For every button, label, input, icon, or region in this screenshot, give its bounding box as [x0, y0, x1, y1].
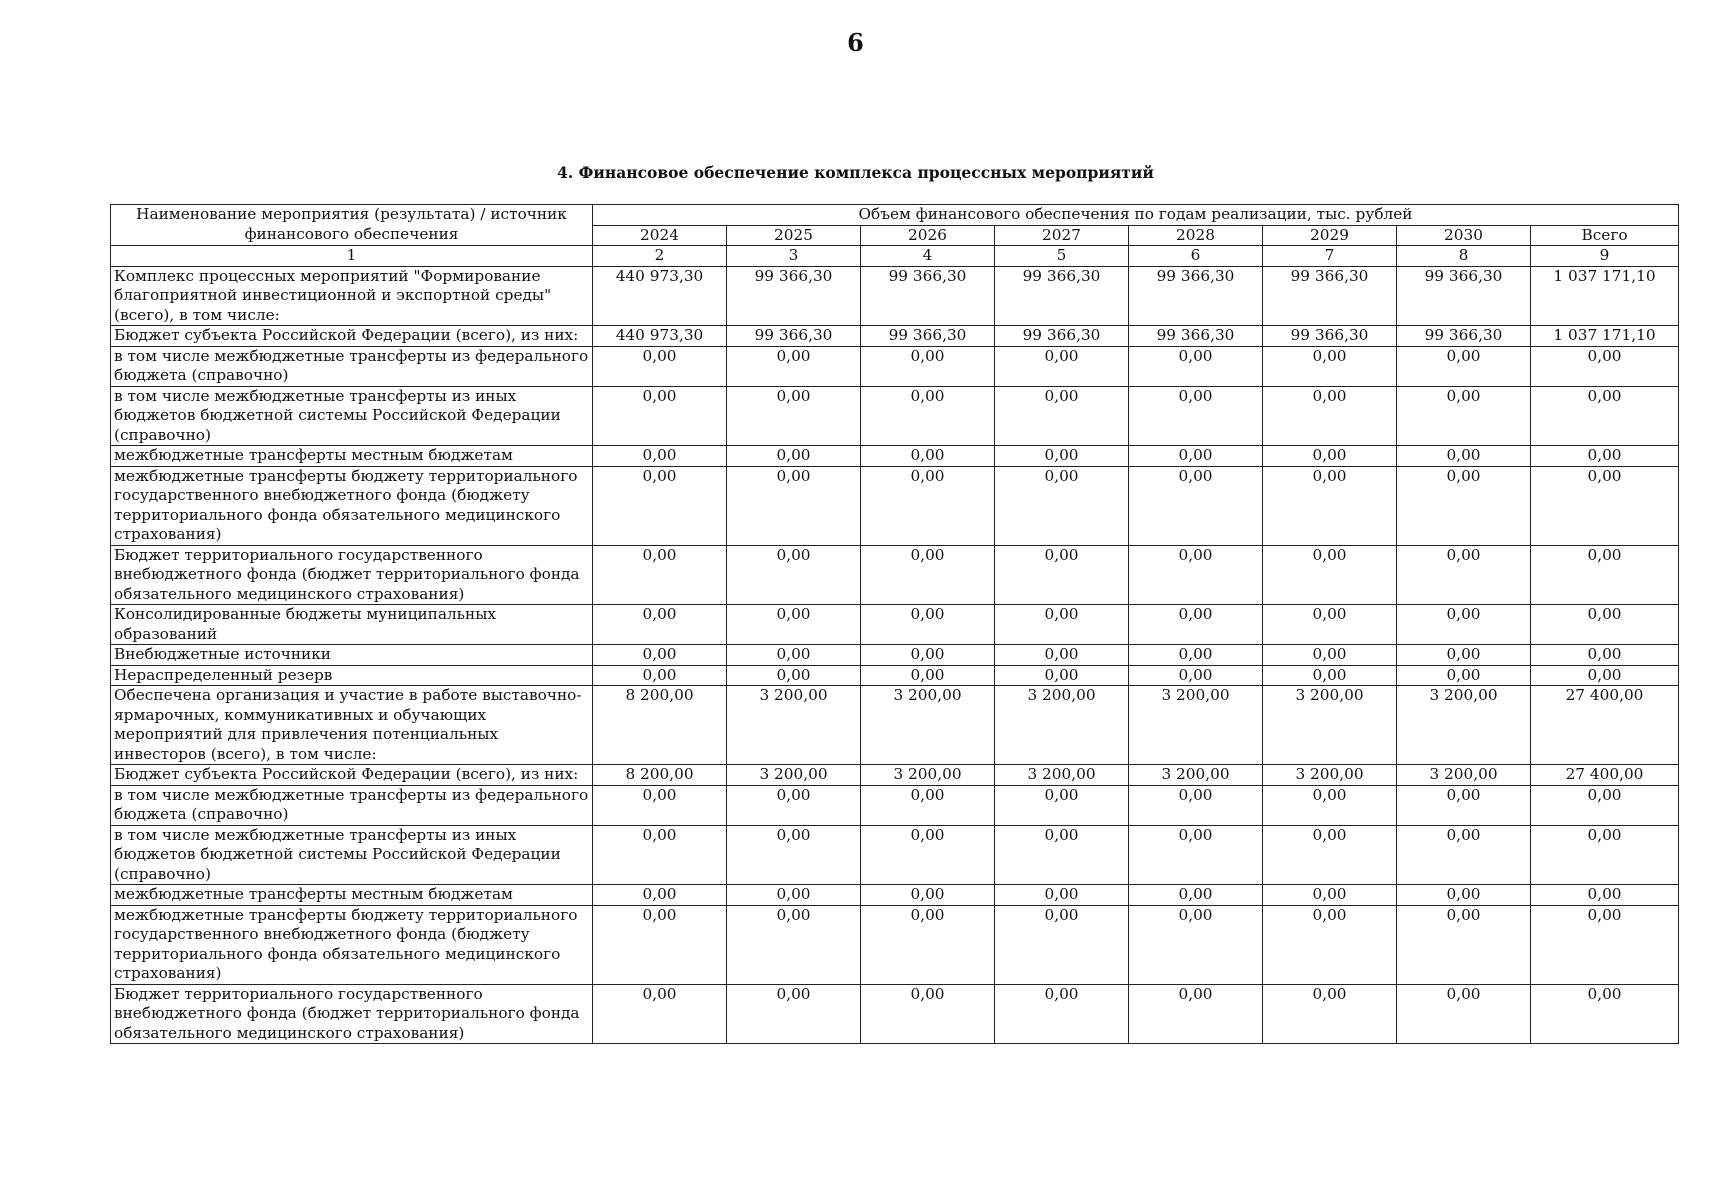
- row-value: 0,00: [1531, 466, 1679, 545]
- row-value: 0,00: [995, 645, 1129, 666]
- row-value: 0,00: [1397, 386, 1531, 446]
- table-row: [111, 446, 1679, 467]
- row-name: в том числе межбюджетные трансферты из иных бюджетов бюджетной системы Российской Федерации (справочно): [111, 386, 593, 446]
- header-column-number: 6: [1129, 246, 1263, 267]
- row-value: 0,00: [1263, 386, 1397, 446]
- row-value: 0,00: [1129, 545, 1263, 605]
- row-name: Бюджет территориального государственного внебюджетного фонда (бюджет территориального фонда обязательного медицинского страхования): [111, 984, 593, 1044]
- row-value: 99 366,30: [1263, 326, 1397, 347]
- row-value: 0,00: [1531, 645, 1679, 666]
- table-header: [111, 205, 1679, 267]
- row-value: 0,00: [995, 346, 1129, 386]
- row-value: 0,00: [1129, 605, 1263, 645]
- header-year: 2028: [1129, 225, 1263, 246]
- row-value: 0,00: [861, 386, 995, 446]
- header-row-column-numbers: [111, 246, 1679, 267]
- table-row: [111, 984, 1679, 1044]
- row-value: 0,00: [1397, 605, 1531, 645]
- header-year: 2025: [727, 225, 861, 246]
- row-value: 3 200,00: [1397, 686, 1531, 765]
- row-value: 0,00: [593, 645, 727, 666]
- row-value: 0,00: [1129, 645, 1263, 666]
- row-value: 0,00: [1263, 466, 1397, 545]
- row-name: в том числе межбюджетные трансферты из иных бюджетов бюджетной системы Российской Федерации (справочно): [111, 825, 593, 885]
- table-row: [111, 466, 1679, 545]
- row-value: 0,00: [1531, 386, 1679, 446]
- row-name: межбюджетные трансферты бюджету территориального государственного внебюджетного фонда (бюджету территориального фонда обязательного медицинского страхования): [111, 466, 593, 545]
- row-value: 0,00: [1397, 466, 1531, 545]
- row-value: 0,00: [593, 785, 727, 825]
- row-value: 0,00: [593, 665, 727, 686]
- table-row: [111, 545, 1679, 605]
- row-value: 0,00: [727, 386, 861, 446]
- row-value: 0,00: [861, 645, 995, 666]
- row-value: 0,00: [1531, 984, 1679, 1044]
- row-value: 0,00: [1263, 665, 1397, 686]
- row-value: 3 200,00: [995, 686, 1129, 765]
- row-value: 0,00: [1129, 785, 1263, 825]
- row-value: 0,00: [1129, 905, 1263, 984]
- row-value: 0,00: [1263, 446, 1397, 467]
- row-value: 0,00: [1263, 346, 1397, 386]
- row-value: 0,00: [1129, 665, 1263, 686]
- row-value: 0,00: [727, 785, 861, 825]
- row-value: 0,00: [1531, 905, 1679, 984]
- row-value: 0,00: [1531, 446, 1679, 467]
- row-value: 27 400,00: [1531, 686, 1679, 765]
- row-value: 0,00: [861, 885, 995, 906]
- row-value: 0,00: [995, 885, 1129, 906]
- header-column-number: 9: [1531, 246, 1679, 267]
- row-name: в том числе межбюджетные трансферты из федерального бюджета (справочно): [111, 346, 593, 386]
- row-name: в том числе межбюджетные трансферты из федерального бюджета (справочно): [111, 785, 593, 825]
- row-value: 0,00: [1397, 905, 1531, 984]
- row-value: 0,00: [995, 545, 1129, 605]
- row-value: 99 366,30: [1397, 266, 1531, 326]
- row-value: 99 366,30: [727, 266, 861, 326]
- row-value: 0,00: [1129, 984, 1263, 1044]
- row-value: 0,00: [727, 984, 861, 1044]
- row-value: 0,00: [1129, 446, 1263, 467]
- table-row: [111, 665, 1679, 686]
- table-row: [111, 765, 1679, 786]
- row-value: 0,00: [1397, 665, 1531, 686]
- row-value: 8 200,00: [593, 686, 727, 765]
- row-value: 0,00: [1531, 785, 1679, 825]
- header-year: 2030: [1397, 225, 1531, 246]
- row-value: 0,00: [861, 825, 995, 885]
- table-row: [111, 326, 1679, 347]
- row-value: 3 200,00: [1263, 686, 1397, 765]
- row-value: 0,00: [727, 605, 861, 645]
- row-value: 0,00: [593, 605, 727, 645]
- table-row: [111, 885, 1679, 906]
- row-value: 0,00: [593, 905, 727, 984]
- row-value: 0,00: [593, 885, 727, 906]
- row-value: 0,00: [1397, 825, 1531, 885]
- table-row: [111, 346, 1679, 386]
- row-value: 0,00: [861, 545, 995, 605]
- row-name: Консолидированные бюджеты муниципальных образований: [111, 605, 593, 645]
- row-value: 0,00: [1531, 605, 1679, 645]
- row-name: межбюджетные трансферты местным бюджетам: [111, 885, 593, 906]
- row-value: 0,00: [1531, 825, 1679, 885]
- row-name: Нераспределенный резерв: [111, 665, 593, 686]
- row-value: 0,00: [1263, 605, 1397, 645]
- row-value: 3 200,00: [1263, 765, 1397, 786]
- row-value: 0,00: [727, 885, 861, 906]
- row-value: 0,00: [861, 905, 995, 984]
- header-year: 2026: [861, 225, 995, 246]
- page-number: 6: [847, 28, 864, 57]
- section-title: 4. Финансовое обеспечение комплекса процессных мероприятий: [557, 163, 1154, 182]
- header-row-group: [111, 205, 1679, 226]
- row-value: 27 400,00: [1531, 765, 1679, 786]
- row-value: 0,00: [861, 605, 995, 645]
- row-value: 440 973,30: [593, 326, 727, 347]
- row-value: 440 973,30: [593, 266, 727, 326]
- row-value: 3 200,00: [1397, 765, 1531, 786]
- row-value: 99 366,30: [861, 326, 995, 347]
- header-column-number: 8: [1397, 246, 1531, 267]
- row-value: 0,00: [727, 545, 861, 605]
- header-column-number: 3: [727, 246, 861, 267]
- row-value: 0,00: [1397, 446, 1531, 467]
- row-value: 99 366,30: [995, 326, 1129, 347]
- row-value: 0,00: [593, 545, 727, 605]
- financial-table: [110, 204, 1679, 1044]
- row-name: Бюджет субъекта Российской Федерации (всего), из них:: [111, 765, 593, 786]
- row-value: 8 200,00: [593, 765, 727, 786]
- row-value: 99 366,30: [1129, 266, 1263, 326]
- header-column-number: 4: [861, 246, 995, 267]
- row-value: 99 366,30: [1263, 266, 1397, 326]
- row-value: 0,00: [1263, 885, 1397, 906]
- row-value: 0,00: [1397, 645, 1531, 666]
- row-value: 0,00: [861, 665, 995, 686]
- row-value: 99 366,30: [995, 266, 1129, 326]
- row-value: 0,00: [995, 605, 1129, 645]
- row-value: 99 366,30: [727, 326, 861, 347]
- row-value: 0,00: [995, 984, 1129, 1044]
- row-value: 0,00: [727, 905, 861, 984]
- row-value: 99 366,30: [861, 266, 995, 326]
- row-value: 0,00: [861, 346, 995, 386]
- row-value: 0,00: [1397, 545, 1531, 605]
- row-value: 0,00: [1397, 984, 1531, 1044]
- table-row: [111, 645, 1679, 666]
- table-row: [111, 825, 1679, 885]
- row-value: 0,00: [593, 825, 727, 885]
- row-value: 0,00: [1129, 466, 1263, 545]
- header-group: Объем финансового обеспечения по годам реализации, тыс. рублей: [593, 205, 1679, 226]
- row-value: 0,00: [995, 905, 1129, 984]
- row-value: 0,00: [1129, 885, 1263, 906]
- row-value: 0,00: [995, 825, 1129, 885]
- table-row: [111, 605, 1679, 645]
- row-value: 0,00: [1263, 984, 1397, 1044]
- row-value: 0,00: [1263, 545, 1397, 605]
- table-row: [111, 785, 1679, 825]
- row-value: 3 200,00: [727, 686, 861, 765]
- row-value: 0,00: [1263, 825, 1397, 885]
- row-value: 3 200,00: [861, 686, 995, 765]
- row-value: 0,00: [727, 825, 861, 885]
- row-value: 3 200,00: [727, 765, 861, 786]
- row-value: 0,00: [861, 466, 995, 545]
- row-value: 0,00: [727, 665, 861, 686]
- header-year: 2027: [995, 225, 1129, 246]
- row-name: Комплекс процессных мероприятий "Формирование благоприятной инвестиционной и экспортной среды" (всего), в том числе:: [111, 266, 593, 326]
- row-value: 99 366,30: [1397, 326, 1531, 347]
- row-value: 0,00: [995, 466, 1129, 545]
- row-value: 0,00: [861, 984, 995, 1044]
- row-value: 0,00: [861, 446, 995, 467]
- row-value: 0,00: [593, 386, 727, 446]
- row-name: Обеспечена организация и участие в работе выставочно-ярмарочных, коммуникативных и обучающих мероприятий для привлечения потенциальных инвесторов (всего), в том числе:: [111, 686, 593, 765]
- row-value: 0,00: [1263, 785, 1397, 825]
- row-value: 0,00: [1397, 346, 1531, 386]
- header-year: 2029: [1263, 225, 1397, 246]
- row-name: межбюджетные трансферты бюджету территориального государственного внебюджетного фонда (бюджету территориального фонда обязательного медицинского страхования): [111, 905, 593, 984]
- header-column-number: 5: [995, 246, 1129, 267]
- header-name: Наименование мероприятия (результата) / источник финансового обеспечения: [111, 205, 593, 246]
- row-value: 3 200,00: [1129, 686, 1263, 765]
- row-value: 0,00: [995, 446, 1129, 467]
- row-value: 0,00: [1129, 386, 1263, 446]
- row-value: 3 200,00: [1129, 765, 1263, 786]
- row-value: 0,00: [727, 645, 861, 666]
- table-row: [111, 905, 1679, 984]
- table-row: [111, 266, 1679, 326]
- row-value: 0,00: [995, 785, 1129, 825]
- row-value: 0,00: [1263, 645, 1397, 666]
- row-value: 1 037 171,10: [1531, 266, 1679, 326]
- table-row: [111, 686, 1679, 765]
- row-value: 0,00: [1531, 885, 1679, 906]
- row-value: 0,00: [1531, 665, 1679, 686]
- row-name: Внебюджетные источники: [111, 645, 593, 666]
- row-value: 0,00: [727, 346, 861, 386]
- row-name: Бюджет территориального государственного внебюджетного фонда (бюджет территориального фонда обязательного медицинского страхования): [111, 545, 593, 605]
- row-value: 0,00: [593, 446, 727, 467]
- row-value: 0,00: [1263, 905, 1397, 984]
- header-year: Всего: [1531, 225, 1679, 246]
- row-value: 0,00: [995, 665, 1129, 686]
- row-value: 0,00: [593, 466, 727, 545]
- table-row: [111, 386, 1679, 446]
- row-value: 3 200,00: [861, 765, 995, 786]
- row-value: 99 366,30: [1129, 326, 1263, 347]
- row-value: 0,00: [593, 346, 727, 386]
- row-value: 0,00: [1397, 885, 1531, 906]
- row-name: Бюджет субъекта Российской Федерации (всего), из них:: [111, 326, 593, 347]
- row-value: 0,00: [727, 446, 861, 467]
- row-value: 1 037 171,10: [1531, 326, 1679, 347]
- row-value: 0,00: [861, 785, 995, 825]
- row-value: 0,00: [727, 466, 861, 545]
- header-column-number: 2: [593, 246, 727, 267]
- row-value: 0,00: [1129, 346, 1263, 386]
- row-value: 0,00: [995, 386, 1129, 446]
- row-value: 3 200,00: [995, 765, 1129, 786]
- row-value: 0,00: [593, 984, 727, 1044]
- row-value: 0,00: [1129, 825, 1263, 885]
- row-value: 0,00: [1531, 346, 1679, 386]
- row-value: 0,00: [1531, 545, 1679, 605]
- row-name: межбюджетные трансферты местным бюджетам: [111, 446, 593, 467]
- header-column-number: 7: [1263, 246, 1397, 267]
- header-year: 2024: [593, 225, 727, 246]
- row-value: 0,00: [1397, 785, 1531, 825]
- table-body: [111, 266, 1679, 1044]
- header-column-number: 1: [111, 246, 593, 267]
